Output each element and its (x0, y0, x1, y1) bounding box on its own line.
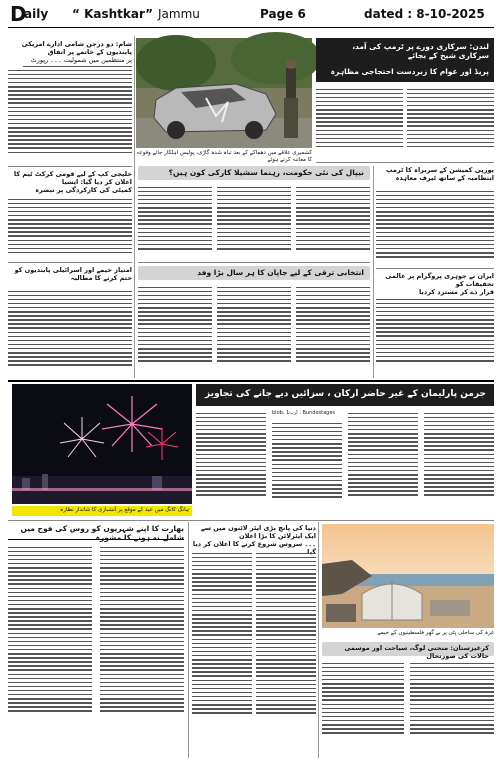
left-top-subhead-text: پر منتظمین میں شمولیت ۔۔۔ رپورٹ (30, 56, 132, 65)
top-right-article-col1 (316, 86, 403, 158)
elections-article-col3 (296, 284, 370, 376)
rule (138, 262, 370, 263)
bottom-right-article-col1 (322, 660, 404, 756)
column-divider (373, 166, 374, 378)
masthead (8, 2, 494, 28)
left-low-article-body (8, 288, 132, 378)
europe-article-col2 (256, 550, 316, 756)
right-mid-article-body (376, 188, 494, 266)
rule (316, 162, 494, 163)
left-mid-subhead-text: کمیٹی کی کارکردگی پر تبصرہ (35, 186, 132, 195)
germany-article-col4 (424, 410, 494, 518)
rule (376, 268, 494, 269)
photo-car-explosion-image (136, 38, 312, 148)
left-low-headline: امتیاز خیمے اور اسرائیلی پابندیوں کو ختم کرنے کا مطالبہ (14, 266, 132, 283)
iran-headline-text: ایران نے جوہری پروگرام پر عالمی تحقیقات کو (385, 272, 494, 289)
europe-subhead-text: ۔۔۔ سروس شروع کرنے کا اعلان کر دیا (192, 540, 316, 549)
europe-headline-text: دنیا کی پانچ بڑی ایئر لائنوں میں سے ایک ایئرلائن کا بڑا اعلان (200, 524, 316, 541)
photo-beach-tents (322, 524, 494, 628)
left-mid-article-body (8, 196, 132, 260)
bottom-right-article-col2 (410, 660, 494, 756)
elections-article-col2 (217, 284, 291, 376)
europe-article-col1 (192, 550, 252, 756)
column-divider (188, 522, 189, 758)
masthead-paper-name: “ Kashtkar” (72, 7, 153, 21)
left-top-article-body (8, 63, 132, 163)
masthead-city: Jammu (158, 7, 200, 21)
left-top-headline-text: شام: دو درجن شامی ادارے امریکی پابندیوں کے خاتمے پر اتفاق (21, 40, 132, 57)
iran-article-body (376, 296, 494, 376)
germany-sources-note: blob، 1ارب ، Bundestages (272, 410, 335, 416)
section-rule (8, 380, 494, 382)
india-article-col1 (8, 544, 92, 756)
left-mid-headline-text: خلیجی کپ کے لیے قومی کرکٹ ٹیم کا اعلان کر دیا گیا: ایشیا (13, 170, 132, 187)
india-article-col2 (100, 544, 184, 756)
nepal-article-col1 (138, 184, 212, 260)
elections-headline-box: انتخابی ترقی کے لیے جاپان کا ہر سال بڑا وفد (138, 266, 370, 280)
left-mid-headline (8, 170, 132, 194)
masthead-d-letter: D (10, 2, 27, 26)
column-divider (318, 522, 319, 758)
masthead-page: Page 6 (260, 7, 306, 21)
photo-fireworks-caption: ہانگ کانگ میں عید کے موقع پر آتشبازی کا شاندار نظارہ (12, 506, 192, 516)
photo-beach-tents-image (322, 524, 494, 628)
photo-fireworks-image (12, 384, 192, 504)
rule (8, 520, 494, 521)
column-divider (134, 36, 135, 378)
india-headline: بھارت کا اپنے شہریوں کو روس کی فوج میں شامل نہ ہونے کا مشورہ (8, 524, 184, 540)
photo-beach-caption: غزہ کی ساحلی پٹی پر بے گھر فلسطینیوں کے خیمے (377, 630, 494, 636)
right-mid-headline: یورپی کمیشن کے سربراہ کا ٹرمپ انتظامیہ کے ساتھ ٹیرف معاہدہ (386, 166, 494, 183)
masthead-aily: aily (24, 7, 49, 21)
germany-headline-box: جرمن پارلیمان کے غیر حاضر ارکان ، سزائیں دیے جانے کی تجاویز (196, 384, 494, 406)
germany-article-col1 (196, 410, 266, 518)
top-right-headline-box (316, 38, 494, 82)
iran-subhead-text: قرار دے کر مسترد کردیا (418, 288, 494, 297)
left-top-headline (8, 40, 132, 64)
rule (8, 166, 132, 167)
germany-article-col2 (272, 420, 342, 518)
top-right-headline-text: لندن: سرکاری دورے پر ٹرمپ کی آمد، سرکاری شیخ کے بجائے (352, 42, 489, 61)
bottom-right-headline-box: کرغیزستان: منحنی لوگ، سیاحت اور موسمی حالات کی صورتحال (322, 642, 494, 656)
rule (8, 262, 132, 263)
photo-fireworks (12, 384, 192, 504)
photo-car-explosion (136, 38, 312, 148)
nepal-article-col3 (296, 184, 370, 260)
masthead-date: dated : 8-10-2025 (364, 7, 485, 21)
germany-article-col3 (348, 410, 418, 518)
iran-headline (376, 272, 494, 296)
nepal-article-col2 (217, 184, 291, 260)
nepal-headline-box: نیپال کی نئی حکومت، رہنما سشیلا کارکی کون ہیں؟ (138, 166, 370, 180)
photo-car-caption: کشمیری علاقے میں دھماکے کے بعد تباہ شدہ گاڑی، پولیس اہلکار جائے وقوعہ کا معائنہ کرتے ہوئے (136, 150, 312, 164)
top-right-subhead-text: پریڈ اور عوام کا زبردست احتجاجی مظاہرہ (330, 66, 489, 76)
top-right-article-col2 (407, 86, 494, 158)
elections-article-col1 (138, 284, 212, 376)
